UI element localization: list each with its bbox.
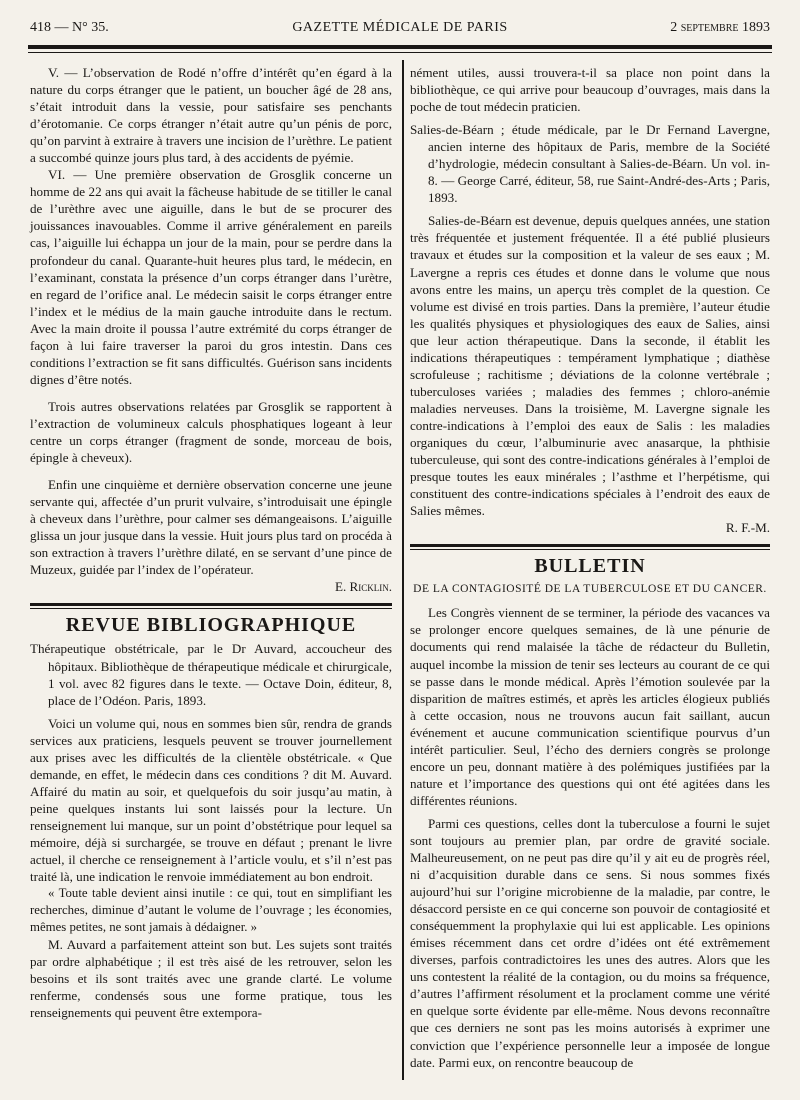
- signature-ricklin: E. Ricklin.: [334, 579, 392, 595]
- paragraph-fifth-observation: Enfin une cinquième et dernière observation concerne une jeune servante qui, affectée d’un prurit vulvaire, s’introduisait une épingle à cheveux dans l’urèthre, pour calmer ses démangeaisons. L’aiguille glissa un jour jusque dans la vessie. Huit jours plus tard on procéda à son extraction à travers l’urèthre dilaté, en se servant d’une pince de Muzeux, guidée par l’index de l’opérateur.: [30, 477, 392, 578]
- bulletin-rule-thin: [410, 549, 770, 550]
- paragraph-bulletin-intro: Les Congrès viennent de se terminer, la période des vacances va se prolonger encore quelques semaines, de là une pénurie de documents qui rend malaisée la tâche de rédacteur du Bulletin, auquel incombe la mission de tenir ses lecteurs au courant de ce qui se passe dans le monde médical. Après l’émotion soulevée par la disparition de maîtres estimés, et après les articles élogieux publiés à cette occasion, nous ne trouvons aucun fait saillant, aucun événement et aucune communication scientifique pourvus d’un intérêt particulier. Seul, l’écho des derniers congrès se prolonge encore un peu, donnant matière à des polémiques justifiées par la nature et l’importance des questions qui ont été agitées dans les différentes réunions.: [410, 605, 770, 808]
- bulletin-subtitle: DE LA CONTAGIOSITÉ DE LA TUBERCULOSE ET DU CANCER.: [413, 583, 767, 596]
- paragraph-auvard-quote: « Toute table devient ainsi inutile : ce qui, tout en simplifiant les recherches, diminue d’autant le volume de l’ouvrage ; les économies, mêmes petites, ne sont jamais à dédaigner. »: [30, 886, 392, 935]
- bulletin-title: BULLETIN: [534, 555, 646, 578]
- revue-bibliographique-title: REVUE BIBLIOGRAPHIQUE: [65, 614, 357, 637]
- column-divider: [402, 60, 404, 1080]
- paragraph-salies-review: Salies-de-Béarn est devenue, depuis quelques années, une station très fréquentée et justement fréquentée. Il a été publié plusieurs travaux et études sur la composition et la valeur de ses eaux ; M. Lavergne a repris ces études et donne dans le volume que nous avons entre les mains, un aperçu très complet de la question. Ce volume est divisé en trois parties. Dans la première, l’auteur étudie les qualités physiques et physiologiques des eaux de Salies, ainsi que leur action thérapeutique. Dans la seconde, il établit les indications thérapeutiques : tempérament lymphatique ; diathèse scrofuleuse ; rachitisme ; déviations de la colonne vertébrale ; tuberculoses variées ; maladies des femmes ; chloro-anémie maladies nerveuses. Dans la troisième, M. Lavergne signale les contre-indications à l’emploi des eaux de Salis : les maladies organiques du cœur, l’albuminurie avec anasarque, la phthisie tuberculeuse, qui sont des contre-indications générales à l’emploi de presque toutes les eaux minérales ; l’asthme et l’herpétisme, qui constituent des contre-indications spéciales à l’endroit des eaux de Salies mêmes.: [410, 213, 770, 519]
- right-column: [410, 64, 770, 1071]
- running-header: [30, 20, 770, 42]
- left-column: [30, 64, 392, 1021]
- signature-rfm: R. F.-M.: [725, 520, 770, 536]
- section-rule-thin: [30, 608, 392, 609]
- book-entry-lavergne: Salies-de-Béarn ; étude médicale, par le Dr Fernand Lavergne, ancien interne des hôpitaux de Paris, membre de la Société d’hydrologie, médecin consultant à Salies-de-Béarn. Un vol. in-8. — George Carré, éditeur, 58, rue Saint-André-des-Arts ; Paris, 1893.: [410, 122, 770, 206]
- book-entry-auvard: Thérapeutique obstétricale, par le Dr Auvard, accoucheur des hôpitaux. Bibliothèque de thérapeutique médicale et chirurgicale, 1 vol. avec 82 figures dans le texte. — Octave Doin, éditeur, 8, place de l’Odéon. Paris, 1893.: [30, 641, 392, 708]
- issue-date: 2 septembre 1893: [670, 20, 770, 35]
- paragraph-grosglik-others: Trois autres observations relatées par Grosglik se rapportent à l’extraction de volumineux calculs phosphatiques logeant à leur centre un corps étranger (fragment de sonde, morceau de bois, épingle à cheveux).: [30, 398, 392, 466]
- paragraph-observation-vi: VI. — Une première observation de Grosglik concerne un homme de 22 ans qui avait la fâcheuse habitude de se titiller le canal de l’urèthre avec une aiguille, dans le but de se procurer des jouissances inavouables. Comme il arrive généralement en pareils cas, l’aiguille lui échappa un jour de la main, pour se perdre dans la profondeur du canal. Quarante-huit heures plus tard, le médecin, en l’examinant, constata la présence d’un corps étranger dans l’urètre, en regard de l’orifice anal. Le médecin saisit le corps étranger entre l’index et le médius de la main gauche introduite dans le rectum. Avec la main droite il poussa l’autre extrémité du corps étranger de façon à lui faire traverser la paroi du gros intestin. Dans ces conditions l’extraction se fit sans difficultés. Guérison sans incidents dignes d’être notés.: [30, 167, 392, 387]
- header-rule-thin: [28, 52, 772, 53]
- paragraph-auvard-review: Voici un volume qui, nous en sommes bien sûr, rendra de grands services aux praticiens, lesquels peuvent se trouver journellement aux prises avec les difficultés de la clientèle obstétricale. « Que demande, en effet, le médecin dans ces conditions ? dit M. Auvard. Affairé du matin au soir, et quelquefois du soir jusqu’au matin, à peine quelques instants lui sont laissés pour la lecture. Un renseignement lui manque, sur un point d’obstétrique pour lequel sa mémoire, déjà si surchargée, se trouve en défaut ; prenant le livre actuel, il cherche ce renseignement à l’article voulu, et s’il n’est pas traité là, une indication le renvoie immédiatement au bon endroit.: [30, 715, 392, 885]
- paragraph-auvard-conclusion: M. Auvard a parfaitement atteint son but. Les sujets sont traités par ordre alphabétique ; il est très aisé de les retrouver, selon les besoins et ils sont traités avec une grande clarté. Le volume renferme, condensés sous une forme pratique, tous les renseignements qui peuvent être extempora-: [30, 937, 392, 1021]
- section-rule: [30, 603, 392, 606]
- paragraph-observation-v: V. — L’observation de Rodé n’offre d’intérêt qu’en égard à la nature du corps étranger que le patient, un boucher âgé de 28 ans, s’était introduit dans la vessie, pour satisfaire ses penchants d’érotomanie. Ce corps étranger n’était autre qu’un pénis de porc, qu’on parvint à extraire à travers une incision de l’urèthre. Le patient a succombé quinze jours plus tard, à des accidents de pyémie.: [30, 65, 392, 166]
- paragraph-auvard-continued: nément utiles, aussi trouvera-t-il sa place non point dans la bibliothèque, ce qui arrive pour beaucoup d’ouvrages, mais dans la poche de tout médecin praticien.: [410, 65, 770, 115]
- journal-title: GAZETTE MÉDICALE DE PARIS: [292, 20, 508, 35]
- paragraph-bulletin-tuberculose: Parmi ces questions, celles dont la tuberculose a fourni le sujet sont toujours au premier plan, par ordre de gravité sociale. Malheureusement, on ne peut pas dire qu’il y ait eu de progrès réel, ni d’acquisition durable dans ce sens. Si nous sommes fixés aujourd’hui sur l’origine microbienne de la maladie, par contre, le désaccord persiste en ce qui concerne son pouvoir de contagiosité et conséquemment la prophylaxie qui lui est applicable. Les opinions émises récemment dans cet ordre d’idées ont été extrêmement diverses, parfois contradictoires les unes des autres. Alors que les uns contestent la réalité de la contagion, ou du moins sa fréquence, d’autres l’affirment résolument et la proclament comme une vérité en quelque sorte évidente par elle-même. Nous devons reconnaître que ces derniers ne sont pas les moins autorisés à exprimer une conviction que l’expérience personnelle leur a imposée de longue date. Parmi eux, on rencontre beaucoup de: [410, 815, 770, 1070]
- bulletin-rule: [410, 544, 770, 547]
- header-rule-thick: [28, 45, 772, 49]
- page-number: 418 — N° 35.: [30, 20, 109, 35]
